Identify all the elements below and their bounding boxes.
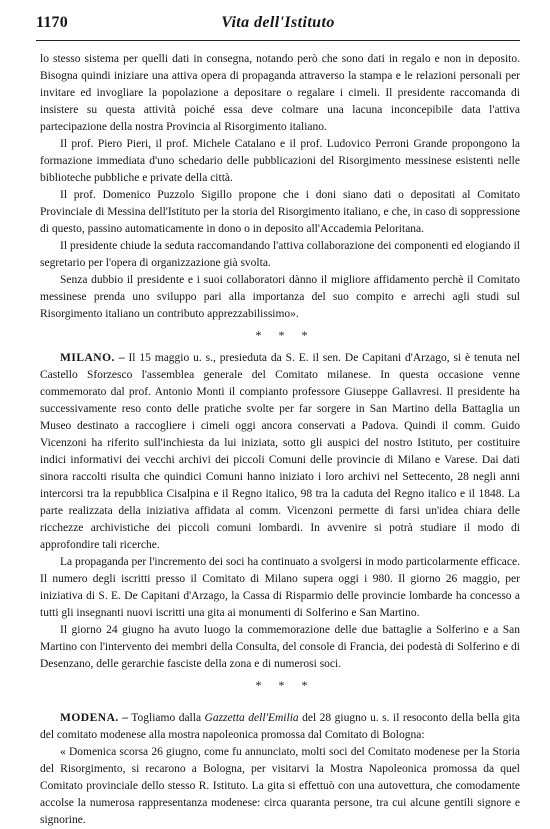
city-heading: MILANO. xyxy=(60,352,115,364)
source-title: Gazzetta dell'Emilia xyxy=(204,712,299,724)
paragraph: Il giorno 24 giugno ha avuto luogo la commemorazione delle due battaglie a Solferino e a San Martino con l'intervento dei membri della Consulta, del console di Francia, dei podestà di Solferino e di Desenzano, delle gerarchie fasciste della zona e di numerosi soci. xyxy=(40,624,520,670)
section-separator: * * * xyxy=(255,328,315,342)
paragraph xyxy=(40,710,520,744)
section-modena xyxy=(40,710,520,829)
paragraph-text: del 28 giugno u. s. il resoconto della bella gita del comitato modenese alla mostra napoleonica promossa dal Comitato di Bologna: xyxy=(40,712,521,741)
paragraph: Il prof. Piero Pieri, il prof. Michele Catalano e il prof. Ludovico Perroni Grande propongono la formazione immediata d'uno schedario delle pubblicazioni del Risorgimento messinese esistenti nelle biblioteche pubbliche e private della città. xyxy=(40,138,520,184)
running-title: Vita dell'Istituto xyxy=(221,14,335,31)
paragraph: Il prof. Domenico Puzzolo Sigillo propone che i doni siano dati o depositati al Comitato Provinciale di Messina dell'Istituto per la storia del Risorgimento italiano, e che, in caso di soppressione di questo, passino automaticamente in dono o in deposito all'Accademia Peloritana. xyxy=(40,189,520,235)
paragraph-text: Il 15 maggio u. s., presieduta da S. E. il sen. De Capitani d'Arzago, si è tenuta nel Castello Sforzesco l'assemblea generale del Comitato milanese. In questa occasione venne commemorato dal prof. Antonio Monti il compianto professore Giuseppe Gallavresi. Il presidente ha successivamente reso conto delle pratiche svolte per far sorgere in San Martino della Battaglia un Museo destinato a raccogliere i cimeli oggi ancora conservati a Padova. Quindi il comm. Guido Vicenzoni ha riferito sull'inchiesta da lui iniziata, sotto gli auspici del nostro Istituto, per costituire indici informativi dei vecchi archivi dei piccoli Comuni delle provincie di Milano e Varese. Dai dati sinora raccolti risulta che quindici Comuni hanno iniziato i loro archivi nel Settecento, 28 negli anni intercorsi tra la repubblica Cisalpina e il Regno italico, 98 tra la caduta del Regno italico e il 1848. La parte realizzata della iniziativa affidata al comm. Vicenzoni permette di farsi un'idea chiara delle ricchezze archivistiche dei piccoli comuni lombardi. In avvenire si potrà studiare il modo di approfondire tali ricerche. xyxy=(40,352,521,551)
dash: – xyxy=(118,352,125,364)
header-rule xyxy=(36,40,520,41)
city-heading: MODENA. xyxy=(60,712,119,724)
paragraph: Senza dubbio il presidente e i suoi collaboratori dànno il migliore affidamento perchè il Comitato messinese prenda uno sviluppo pari alla importanza del suo compito e arrechi agli studi sul Risorgimento italiano un contributo apprezzabilissimo». xyxy=(40,274,520,320)
section-separator: * * * xyxy=(255,678,315,692)
paragraph: lo stesso sistema per quelli dati in consegna, notando però che sono dati in regalo e non in deposito. Bisogna quindi iniziare una attiva opera di propaganda attraverso la stampa e le relazioni personali per invitare ed invogliare la popolazione a depositare o regalare i cimeli. Il presidente raccomanda di insistere su questa attività poiché essa deve colmare una lacuna inconcepibile data l'attiva partecipazione della nostra Provincia al Risorgimento italiano. xyxy=(40,53,520,133)
paragraph xyxy=(40,350,520,554)
section-messina xyxy=(40,51,520,323)
dash: – xyxy=(122,712,129,724)
paragraph: « Domenica scorsa 26 giugno, come fu annunciato, molti soci del Comitato modenese per la Storia del Risorgimento, si recarono a Bologna, per visitarvi la Mostra Napoleonica promossa da quel Comitato provinciale dello stesso R. Istituto. La gita si effettuò con una autovettura, che comodamente accolse la numerosa rappresentanza modenese: circa quaranta persone, tra cui alcune gentili signore e signorine. xyxy=(40,746,520,826)
article-body xyxy=(40,51,520,829)
page-header xyxy=(36,14,520,38)
section-milano xyxy=(40,350,520,673)
page-number: 1170 xyxy=(36,14,68,31)
paragraph: La propaganda per l'incremento dei soci ha continuato a svolgersi in modo particolarmente efficace. Il numero degli iscritti presso il Comitato di Milano supera oggi i 980. Il giorno 26 maggio, per iniziativa di S. E. De Capitani d'Arzago, la Cassa di Risparmio delle provincie lombarde ha concesso a tutti gli insegnanti nuovi iscritti una gita ai monumenti di Solferino e San Martino. xyxy=(40,556,520,619)
paragraph: Il presidente chiude la seduta raccomandando l'attiva collaborazione dei componenti ed elogiando il segretario per l'opera di organizzazione già svolta. xyxy=(40,240,520,269)
paragraph-text: Togliamo dalla xyxy=(131,712,205,724)
